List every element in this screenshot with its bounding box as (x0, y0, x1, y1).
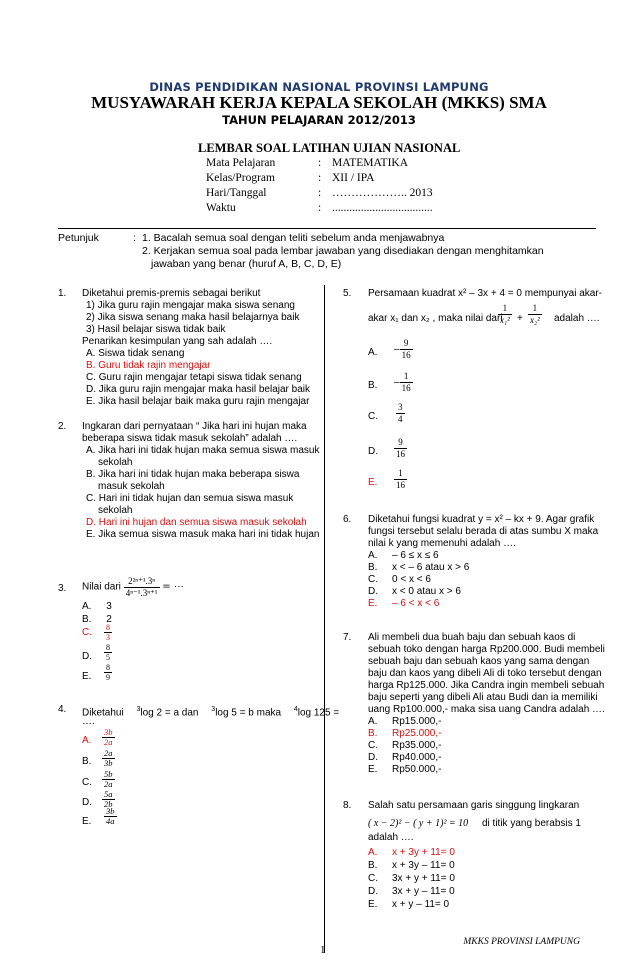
q2-option-e: E. Jika semua siswa masuk maka hari ini tidak hujan (86, 529, 320, 540)
q4-option-d-frac: $\frac{5a}{2b}$ (104, 789, 113, 809)
q5-option-a: A. (368, 347, 378, 358)
q4-stem-cont: …. (82, 716, 95, 727)
q4-option-b-frac: $\frac{2a}{3b}$ (104, 748, 113, 768)
q2-stem: beberapa siswa tidak masuk sekolah” adalah …. (82, 433, 298, 444)
q1-premis: 2) Jika siswa senang maka hasil belajarnya baik (86, 312, 300, 323)
q4-option-e: E. (82, 816, 92, 827)
q2-option-c: C. Hari ini tidak hujan dan semua siswa masuk (86, 493, 294, 504)
footer-text: MKKS PROVINSI LAMPUNG (463, 937, 580, 947)
q8-equation: ( x − 2)² − ( y + 1)² = 10 (368, 818, 469, 829)
q8-option-d: D. 3x + y – 11= 0 (368, 886, 455, 897)
q3-option-d-frac: $\frac{8}{5}$ (106, 643, 110, 662)
q4-option-a: A. (82, 735, 92, 746)
header-tahun: TAHUN PELAJARAN 2012/2013 (222, 113, 416, 127)
q1-option-c: C. Guru rajin mengajar tetapi siswa tidak senang (86, 372, 302, 383)
q3-option-e: E. (82, 671, 92, 682)
q6-option-b: B. x < – 6 atau x > 6 (368, 562, 470, 573)
petunjuk-colon: : (133, 232, 136, 244)
q7-stem: sebuah baju dan sebuah kaos yang sama dengan (368, 656, 590, 667)
q3-option-e-frac: $\frac{8}{9}$ (106, 663, 110, 682)
q2-number: 2. (58, 421, 67, 432)
q8-stem2: di titik yang berabsis 1 (482, 818, 581, 829)
q5-option-c: C. (368, 411, 378, 422)
q2-option-c-cont: sekolah (98, 505, 133, 516)
q7-option-e: E. Rp50.000,- (368, 764, 442, 775)
header-mkks: MUSYAWARAH KERJA KEPALA SEKOLAH (MKKS) SMA (91, 93, 547, 112)
q4-option-a-frac: $\frac{3b}{2a}$ (104, 727, 113, 747)
q2-option-b: B. Jika hari ini tidak hujan maka beberapa siswa (86, 469, 300, 480)
q7-option-c: C. Rp35.000,- (368, 740, 442, 751)
petunjuk-line2: 2. Kerjakan semua soal pada lembar jawaban yang disediakan dengan menghitamkan (142, 245, 544, 257)
q1-premis: 1) Jika guru rajin mengajar maka siswa senang (86, 300, 295, 311)
q3-option-d: D. (82, 651, 92, 662)
q1-number: 1. (58, 288, 67, 299)
q2-option-d: D. Hari ini hujan dan semua siswa masuk sekolah (86, 517, 307, 528)
q5-option-e: E. (368, 477, 378, 488)
q2-option-b-cont: masuk sekolah (98, 481, 165, 492)
q8-option-c: C. 3x + y + 11= 0 (368, 873, 455, 884)
q5-stem: Persamaan kuadrat x² – 3x + 4 = 0 mempunyai akar- (368, 288, 603, 299)
q5-option-e-value: $\frac{1}{16}$ (396, 468, 405, 490)
q3-stem: Nilai dari $\frac{\text{2²ⁿ⁺¹.3ⁿ}}{\text{4ⁿ⁻¹.3ⁿ⁺¹}}$ = ⋯ (82, 576, 184, 598)
q1-option-d: D. Jika guru rajin mengajar maka hasil belajar baik (86, 384, 310, 395)
q7-option-a: A. Rp15.000,- (368, 716, 442, 727)
q7-stem: baju seperti yang dibeli Ali atau Budi dan ia memiliki (368, 692, 598, 703)
q3-number: 3. (58, 583, 67, 594)
petunjuk-label: Petunjuk (58, 232, 99, 244)
q7-option-d: D. Rp40.000,- (368, 752, 442, 763)
header-rule (58, 228, 596, 229)
q1-intro: Diketahui premis-premis sebagai berikut (82, 288, 261, 299)
q3-option-a: A. 3 (82, 601, 112, 612)
q4-option-c: C. (82, 777, 92, 788)
q5-option-d-value: $\frac{9}{16}$ (396, 437, 405, 459)
q5-option-c-value: $\frac{3}{4}$ (398, 402, 403, 424)
q1-premis: 3) Hasil belajar siswa tidak baik (86, 324, 226, 335)
q3-option-c-frac: $\frac{8}{3}$ (106, 623, 110, 642)
q5-stem2: akar x₁ dan x₂ , maka nilai dari (368, 313, 503, 324)
q1-stem: Penarikan kesimpulan yang sah adalah …. (82, 336, 273, 347)
q8-stem: Salah satu persamaan garis singgung lingkaran (368, 800, 580, 811)
q6-stem: fungsi tersebut selalu berada di atas sumbu X maka (368, 526, 599, 537)
q6-number: 6. (343, 514, 352, 525)
q3-option-b: B. 2 (82, 614, 112, 625)
q7-stem: baju dan kaos yang dibeli Ali di toko tersebut dengan (368, 668, 602, 679)
q7-stem: harga Rp125.000. Jika Candra ingin membeli sebuah (368, 680, 605, 691)
q7-number: 7. (343, 632, 352, 643)
q6-stem: Diketahui fungsi kuadrat y = x² – kx + 9. Agar grafik (368, 514, 595, 525)
q6-option-d: D. x < 0 atau x > 6 (368, 586, 461, 597)
header-lembar: LEMBAR SOAL LATIHAN UJIAN NASIONAL (198, 141, 461, 155)
page-number: 1 (320, 944, 326, 956)
q4-option-e-frac: $\frac{3b}{4a}$ (106, 806, 115, 826)
q6-option-e: E. – 6 < x < 6 (368, 598, 440, 609)
q6-option-c: C. 0 < x < 6 (368, 574, 431, 585)
q8-option-a: A. x + 3y + 11= 0 (368, 847, 455, 858)
q8-stem3: adalah …. (368, 832, 414, 843)
q5-option-b: B. (368, 380, 378, 391)
q5-option-a-value: – $\frac{9}{16}$ (394, 338, 411, 360)
q6-stem: nilai k yang memenuhi adalah …. (368, 538, 516, 549)
petunjuk-line1: 1. Bacalah semua soal dengan teliti sebelum anda menjawabnya (142, 232, 445, 244)
q5-frac-2: $\frac{1}{\text{x₂²}}$ (530, 303, 540, 325)
q7-stem: uang Rp100.000,- maka sisa uang Candra adalah …. (368, 704, 605, 715)
q5-option-d: D. (368, 446, 378, 457)
q6-option-a: A. – 6 ≤ x ≤ 6 (368, 550, 439, 561)
q4-option-d: D. (82, 797, 92, 808)
q1-option-b: B. Guru tidak rajin mengajar (86, 360, 211, 371)
q7-stem: Ali membeli dua buah baju dan sebuah kaos di (368, 632, 576, 643)
q7-stem: sebuah toko dengan harga Rp200.000. Budi membeli (368, 644, 605, 655)
q8-option-b: B. x + 3y – 11= 0 (368, 860, 455, 871)
q5-plus: + (517, 313, 523, 324)
q4-option-c-frac: $\frac{5b}{2a}$ (104, 769, 113, 789)
q5-stem2-tail: adalah …. (554, 313, 600, 324)
q1-option-a: A. Siswa tidak senang (86, 348, 185, 359)
petunjuk-line3: jawaban yang benar (huruf A, B, C, D, E) (151, 258, 342, 270)
q2-option-a: A. Jika hari ini tidak hujan maka semua siswa masuk (86, 445, 320, 456)
header-dinas: DINAS PENDIDIKAN NASIONAL PROVINSI LAMPUNG (149, 80, 489, 94)
q7-option-b: B. Rp25.000,- (368, 728, 442, 739)
column-divider (324, 285, 325, 953)
q2-stem: Ingkaran dari pernyataan “ Jika hari ini hujan maka (82, 421, 307, 432)
q5-option-b-value: – $\frac{1}{16}$ (394, 371, 411, 393)
q1-option-e: E. Jika hasil belajar baik maka guru rajin mengajar (86, 396, 310, 407)
q2-option-a-cont: sekolah (98, 457, 133, 468)
q5-number: 5. (343, 288, 352, 299)
q4-option-b: B. (82, 756, 92, 767)
q4-stem: Diketahui $^3$log 2 = a dan $^3$log 5 = b maka $^4$log 125 = (82, 706, 340, 719)
q8-number: 8. (343, 800, 352, 811)
q8-option-e: E. x + y – 11= 0 (368, 899, 450, 910)
q4-number: 4. (58, 704, 67, 715)
q3-expression: $\frac{\text{2²ⁿ⁺¹.3ⁿ}}{\text{4ⁿ⁻¹.3ⁿ⁺¹}}$ (125, 576, 158, 598)
q5-frac-1: $\frac{1}{\text{x₁²}}$ (500, 303, 510, 325)
q3-option-c: C. (82, 627, 92, 638)
